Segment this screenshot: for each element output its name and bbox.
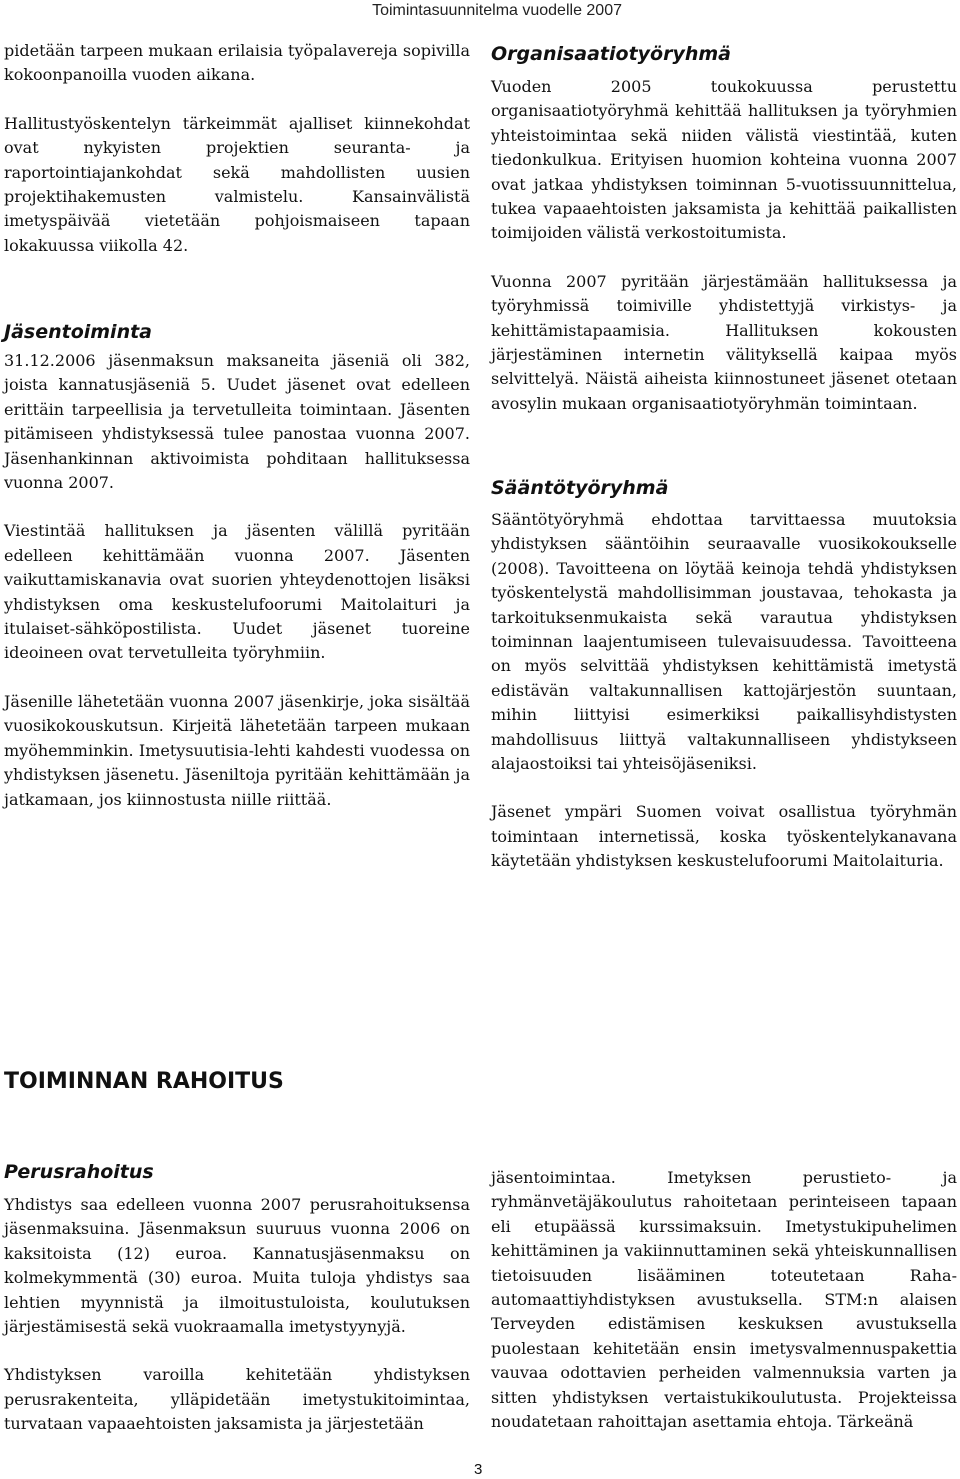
main-heading-rahoitus: TOIMINNAN RAHOITUS [4,1069,284,1094]
paragraph: Vuoden 2005 toukokuussa perustettu organisaatiotyöryhmä kehittää hallituksen ja työryhmien yhteistoimintaa sekä niiden välistä viestintää, kuten tiedonkulkua. Erityisen huomion kohteina vuonna 2007 ovat jatkaa yhdistyksen toiminnan 5-vuotissuunnittelua, tukea vapaaehtoisten jaksamista ja kehittää paikallisten toimijoiden välistä verkostoitumista. [491,77,957,243]
perusrahoitus-right-body [491,1166,957,1434]
paragraph: jäsentoimintaa. Imetyksen perustieto- ja ryhmänvetäjäkoulutus rahoitetaan perinteiseen tapaan eli etupäässä kurssimaksuin. Imetystukipuhelimen kehittäminen ja vakiinnuttaminen sekä yhteiskunnallisen tietoisuuden lisääminen toteutetaan Raha-automaattiyhdistyksen avustuksella. STM:n alaisen Terveyden edistämisen keskuksen avustuksella puolestaan kehitetään ensin imetysvalmennuspakettia vauvaa odottavien perheiden valmennuksia varten ja sitten yhdistyksen vertaistukikoulutusta. Projekteissa noudatetaan rahoittajan asettamia ehtoja. Tärkeänä [491,1168,957,1432]
section-heading-saanto: Sääntötyöryhmä [491,477,669,499]
perusrahoitus-left-body [4,1193,470,1437]
left-top-column [4,39,470,258]
jasentoiminta-body [4,349,470,812]
organisaatio-body [491,75,957,416]
paragraph: Vuonna 2007 pyritään järjestämään hallituksessa ja työryhmissä toimiville yhdistettyjä virkistys- ja kehittämistapaamisia. Hallituksen kokousten järjestäminen internetin välityksellä kaipaa myös selvittelyä. Näistä aiheista kiinnostuneet jäsenet otetaan avosylin mukaan organisaatiotyöryhmän toimintaan. [491,271,957,413]
paragraph: 31.12.2006 jäsenmaksun maksaneita jäseniä oli 382, joista kannatusjäseniä 5. Uudet jäsenet ovat edelleen erittäin tarpeellisia ja tervetulleita toimintaan. Jäsenten pitämiseen yhdistyksessä tulee panostaa vuonna 2007. Jäsenhankinnan aktivoimista pohditaan hallituksessa vuonna 2007. [4,351,470,493]
paragraph: Sääntötyöryhmä ehdottaa tarvittaessa muutoksia yhdistyksen sääntöihin seuraavalle vuosikokoukselle (2008). Tavoitteena on löytää keinoja tehdä yhdistyksen työskentelystä mahdollisimman joustavaa, tehokasta ja tarkoituksenmukaista sekä varautua yhdistyksen toiminnan laajentumiseen tulevaisuudessa. Tavoitteena on myös selvittää yhdistyksen kehittämistä imetystä edistävän valtakunnallisen kattojärjestön suuntaan, mihin liittyisi esimerkiksi paikallisyhdistysten mahdollisuus liittyä valtakunnalliseen yhdistykseen alajaostoiksi tai yhteisöjäseniksi. [491,510,957,774]
paragraph: Yhdistyksen varoilla kehitetään yhdistyksen perusrakenteita, ylläpidetään imetystukitoimintaa, turvataan vapaaehtoisten jaksamista ja järjestetään [4,1365,470,1434]
section-heading-jasentoiminta: Jäsentoiminta [4,321,153,343]
paragraph: Hallitustyöskentelyn tärkeimmät ajalliset kiinnekohdat ovat nykyisten projektien seuranta- ja raportointiajankohdat sekä mahdollisten uusien projektihakemusten valmistelu. Kansainvälistä imetyspäivää vietetään pohjoismaiseen tapaan lokakuussa viikolla 42. [4,113,470,255]
paragraph: Viestintää hallituksen ja jäsenten välillä pyritään edelleen kehittämään vuonna 2007. Jäsenten vaikuttamiskanavia ovat suorien yhteydenottojen lisäksi yhdistyksen oma keskustelufoorumi Maitolaituri ja itulaiset-sähköpostilista. Uudet jäsenet tuoreine ideoineen ovat tervetulleita työryhmiin. [4,521,470,663]
paragraph: Jäsenet ympäri Suomen voivat osallistua työryhmän toimintaan internetissä, koska työskentelykanavana käytetään yhdistyksen keskustelufoorumi Maitolaituria. [491,802,957,871]
running-header: Toimintasuunnitelma vuodelle 2007 [372,2,622,19]
paragraph: pidetään tarpeen mukaan erilaisia työpalavereja sopivilla kokoonpanoilla vuoden aikana. [4,41,470,85]
section-heading-perusrahoitus: Perusrahoitus [4,1161,154,1183]
paragraph: Yhdistys saa edelleen vuonna 2007 perusrahoituksensa jäsenmaksuina. Jäsenmaksun suuruus vuonna 2006 on kaksitoista (12) euroa. Kannatusjäsenmaksu on kolmekymmentä (30) euroa. Muita tuloja yhdistys saa lehtien myynnistä ja ilmoitustuloista, koulutuksen järjestämisestä sekä vuokraamalla imetystyynyjä. [4,1195,470,1337]
paragraph: Jäsenille lähetetään vuonna 2007 jäsenkirje, joka sisältää vuosikokouskutsun. Kirjeitä lähetetään tarpeen mukaan myöhemminkin. Imetysuutisia-lehti kahdesti vuodessa on yhdistyksen jäsenetu. Jäseniltoja pyritään kehittämään ja jatkamaan, jos kiinnostusta niille riittää. [4,691,470,809]
saanto-body [491,508,957,874]
page-number: 3 [474,1461,483,1478]
section-heading-organisaatio: Organisaatiotyöryhmä [491,43,732,65]
